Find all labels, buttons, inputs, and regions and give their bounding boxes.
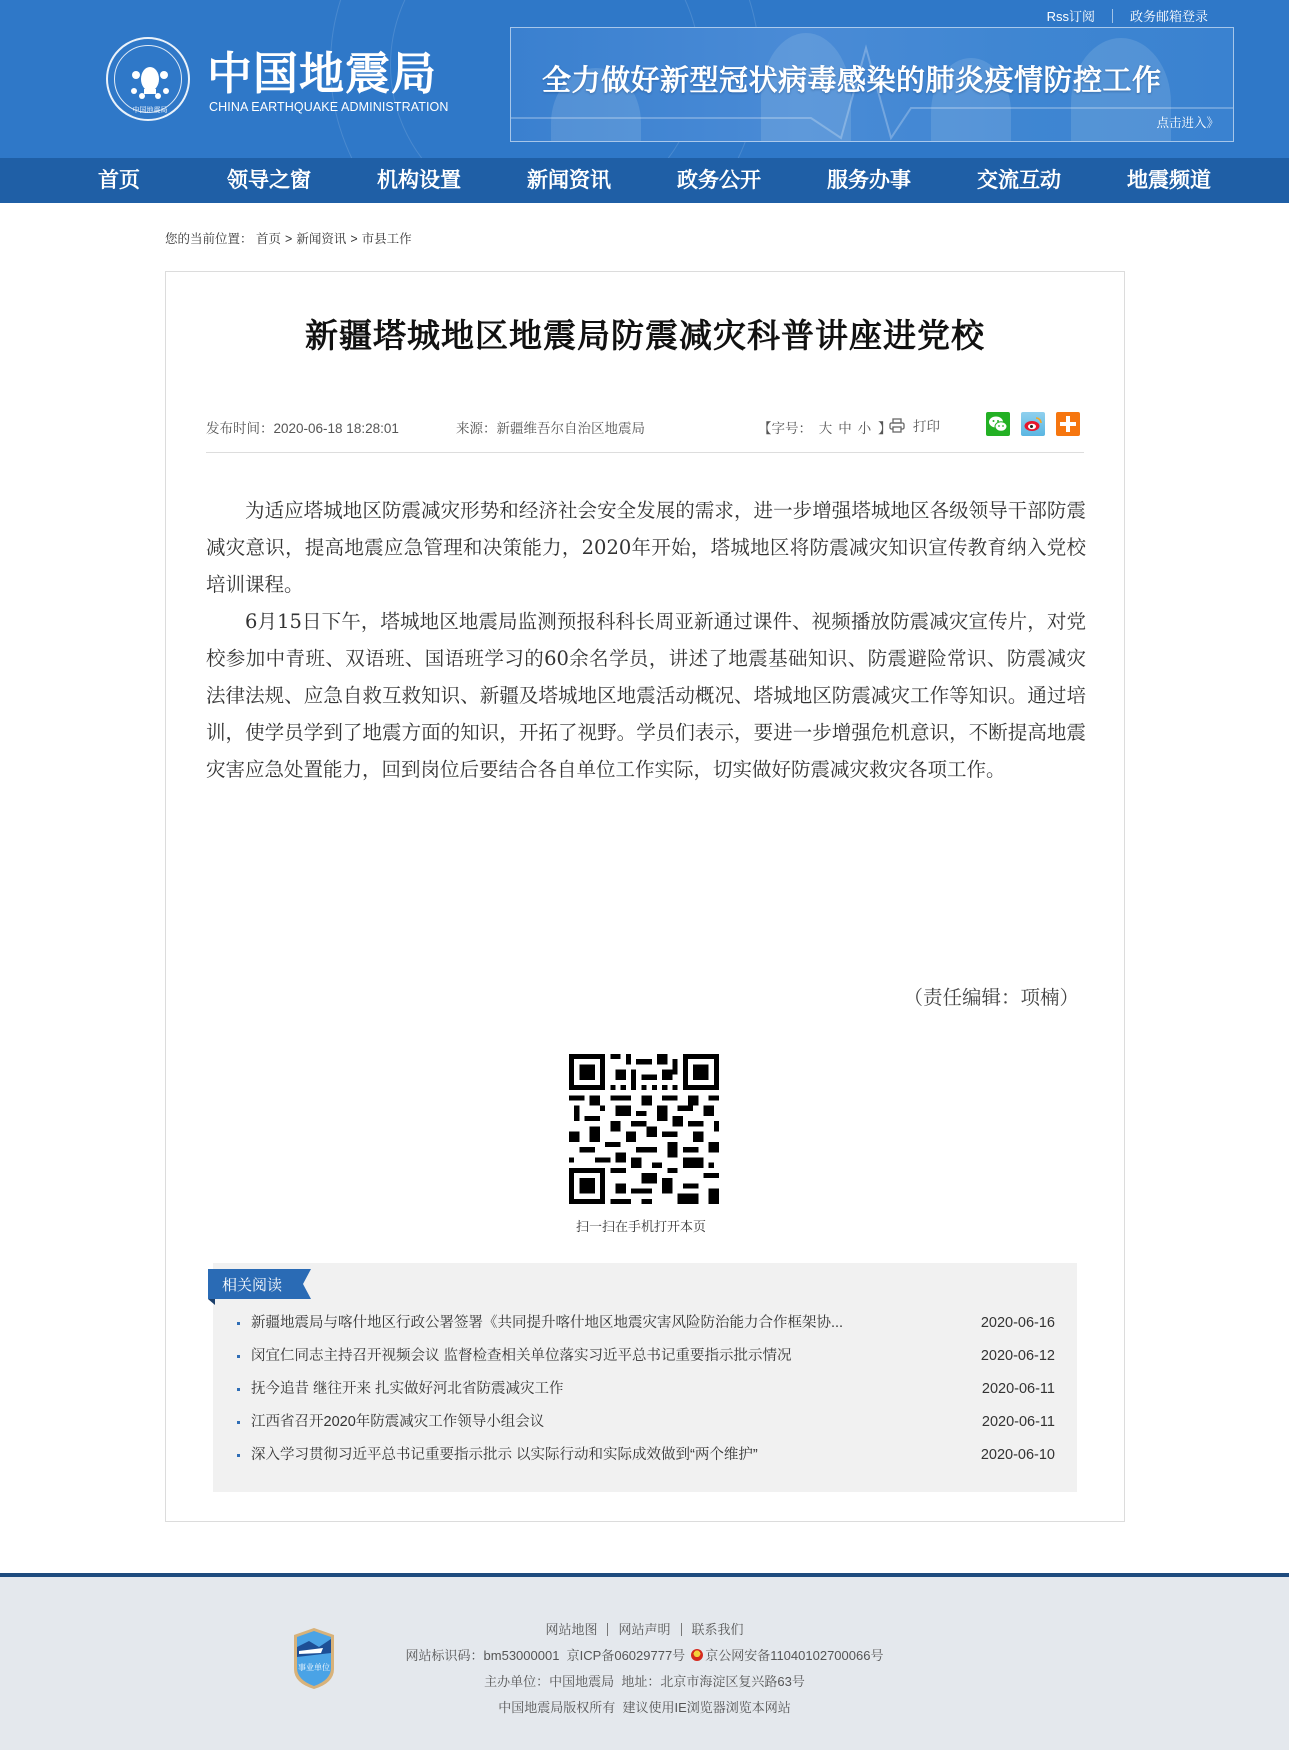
related-item-title[interactable]: 新疆地震局与喀什地区行政公署签署《共同提升喀什地区地震灾害风险防治能力合作框架协... — [251, 1315, 844, 1331]
related-item-title[interactable]: 闵宜仁同志主持召开视频会议 监督检查相关单位落实习近平总书记重要指示批示情况 — [251, 1348, 792, 1364]
site-statement-link[interactable]: 网站声明 — [618, 1622, 671, 1637]
main-nav — [0, 158, 1289, 203]
contact-us-link[interactable]: 联系我们 — [691, 1622, 744, 1637]
related-reading-tag — [208, 1269, 313, 1299]
print-label: 打印 — [913, 419, 940, 434]
nav-item-leaders[interactable]: 领导之窗 — [227, 168, 311, 192]
footer-host: 主办单位：中国地震局 地址：北京市海淀区复兴路63号 — [484, 1674, 805, 1689]
footer-registration — [0, 1643, 1289, 1669]
font-size-control — [758, 417, 892, 437]
footer-links — [0, 1617, 1289, 1643]
meta-divider — [206, 452, 1084, 453]
breadcrumb-city-county[interactable]: 市县工作 — [361, 232, 412, 246]
gov-mail-login-link[interactable]: 政务邮箱登录 — [1129, 9, 1208, 24]
sitemap-link[interactable]: 网站地图 — [545, 1622, 598, 1637]
print-button[interactable] — [889, 415, 940, 435]
article-body — [206, 492, 1086, 788]
related-item-date: 2020-06-16 — [980, 1315, 1055, 1331]
article-meta — [206, 415, 1084, 437]
article-source: 来源：新疆维吾尔自治区地震局 — [456, 421, 645, 436]
printer-icon — [889, 418, 905, 433]
seal-logo-icon[interactable] — [106, 37, 190, 121]
breadcrumb-separator: > — [285, 232, 293, 246]
related-item[interactable] — [237, 1378, 1055, 1411]
banner-headline: 全力做好新型冠状病毒感染的肺炎疫情防控工作 — [542, 63, 1162, 97]
divider — [1112, 9, 1113, 23]
breadcrumb-separator: > — [350, 232, 358, 246]
breadcrumb-prefix: 您的当前位置： — [165, 232, 253, 246]
site-title[interactable]: 中国地震局 — [207, 47, 438, 100]
related-item[interactable] — [237, 1411, 1055, 1444]
font-size-medium-button[interactable]: 中 — [838, 421, 852, 436]
icp-link[interactable]: 京ICP备06029777号 — [566, 1648, 686, 1663]
related-item-title[interactable]: 深入学习贯彻习近平总书记重要指示批示 以实际行动和实际成效做到“两个维护” — [251, 1447, 758, 1463]
related-item[interactable] — [237, 1444, 1055, 1477]
breadcrumb-home[interactable]: 首页 — [256, 232, 282, 246]
qr-caption: 扫一扫在手机打开本页 — [575, 1219, 706, 1234]
qr-code-icon — [569, 1054, 719, 1204]
divider — [607, 1623, 608, 1636]
site-footer — [0, 1573, 1289, 1750]
breadcrumb — [165, 229, 412, 247]
footer-copyright: 中国地震局版权所有 建议使用IE浏览器浏览本网站 — [498, 1700, 791, 1715]
police-record-link[interactable]: 京公网安备11040102700066号 — [705, 1648, 884, 1663]
related-reading — [213, 1263, 1077, 1492]
related-item-date: 2020-06-11 — [981, 1381, 1055, 1397]
svg-text:中国地震局: 中国地震局 — [132, 106, 168, 114]
nav-item-news[interactable]: 新闻资讯 — [527, 168, 611, 192]
related-item-title[interactable]: 抚今追昔 继往开来 扎实做好河北省防震减灾工作 — [251, 1381, 564, 1397]
related-item-date: 2020-06-12 — [980, 1348, 1055, 1364]
site-id: 网站标识码：bm53000001 — [405, 1648, 560, 1663]
related-item-date: 2020-06-10 — [980, 1447, 1055, 1463]
related-reading-title: 相关阅读 — [222, 1277, 283, 1294]
publish-time: 发布时间：2020-06-18 18:28:01 — [206, 421, 399, 436]
police-emblem-icon — [691, 1649, 703, 1661]
epidemic-banner[interactable] — [510, 27, 1234, 142]
nav-item-interaction[interactable]: 交流互动 — [977, 168, 1061, 192]
related-item[interactable] — [237, 1345, 1055, 1378]
top-links — [1047, 6, 1208, 25]
breadcrumb-news[interactable]: 新闻资讯 — [296, 232, 347, 246]
divider — [681, 1623, 682, 1636]
footer-text — [0, 1617, 1289, 1721]
font-size-small-button[interactable]: 小 — [857, 421, 872, 436]
font-size-prefix: 【字号： — [758, 421, 812, 436]
nav-item-home[interactable]: 首页 — [98, 168, 140, 192]
responsible-editor: （责任编辑：项楠） — [903, 986, 1079, 1009]
nav-item-earthquake-channel[interactable]: 地震频道 — [1127, 168, 1211, 192]
site-subtitle: CHINA EARTHQUAKE ADMINISTRATION — [209, 100, 449, 114]
related-item[interactable] — [237, 1312, 1055, 1345]
rss-link[interactable]: Rss订阅 — [1046, 9, 1095, 24]
site-header — [0, 0, 1289, 158]
article-container — [165, 271, 1125, 1522]
font-size-large-button[interactable]: 大 — [818, 421, 833, 436]
article-paragraph: 为适应塔城地区防震减灾形势和经济社会安全发展的需求，进一步增强塔城地区各级领导干部防震减灾意识，提高地震应急管理和决策能力，2020年开始，塔城地区将防震减灾知识宣传教育纳入党校培训课程。 — [206, 499, 1086, 596]
nav-item-gov-affairs[interactable]: 政务公开 — [677, 168, 761, 192]
article-paragraph: 6月15日下午，塔城地区地震局监测预报科科长周亚新通过课件、视频播放防震减灾宣传片，对党校参加中青班、双语班、国语班学习的60余名学员，讲述了地震基础知识、防震避险常识、防震减灾法律法规、应急自救互救知识、新疆及塔城地区地震活动概况、塔城地区防震减灾工作等知识。通过培训，使学员学到了地震方面的知识，开拓了视野。学员们表示，要进一步增强危机意识，不断提高地震灾害应急处置能力，回到岗位后要结合各自单位工作实际，切实做好防震减灾救灾各项工作。 — [206, 610, 1086, 781]
share-buttons — [986, 412, 1080, 436]
related-item-date: 2020-06-11 — [981, 1414, 1055, 1430]
nav-item-organization[interactable]: 机构设置 — [377, 168, 461, 192]
weibo-icon[interactable] — [1021, 412, 1045, 436]
banner-enter-link[interactable]: 点击进入》 — [1156, 116, 1219, 130]
wechat-icon[interactable] — [986, 412, 1010, 436]
font-size-suffix: 】 — [878, 421, 892, 436]
article-title: 新疆塔城地区地震局防震减灾科普讲座进党校 — [305, 316, 985, 355]
nav-item-services[interactable]: 服务办事 — [827, 168, 911, 192]
related-item-title[interactable]: 江西省召开2020年防震减灾工作领导小组会议 — [251, 1414, 545, 1430]
more-share-icon[interactable] — [1056, 412, 1080, 436]
svg-text:事业单位: 事业单位 — [298, 1663, 330, 1672]
